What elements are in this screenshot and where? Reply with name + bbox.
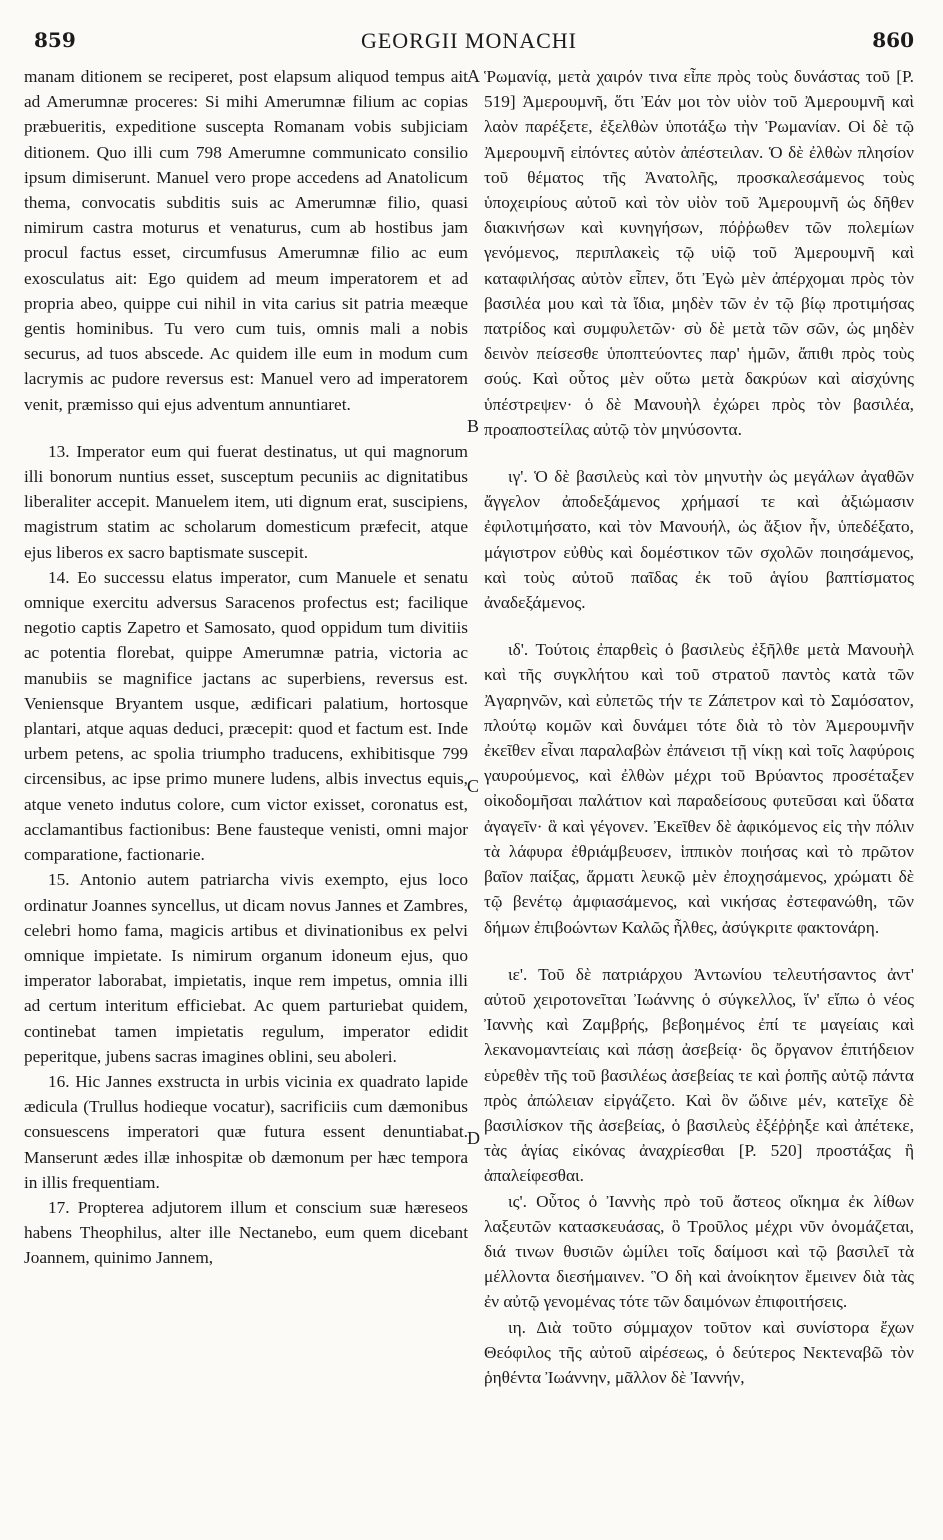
right-page-number: 860 [872, 28, 914, 52]
latin-paragraph: 13. Imperator eum qui fuerat destinatus, ut qui magnorum illi bonorum nuntius esset, susceptum pecuniis ac dignitatibus liberaliter accepit. Manuelem item, uti dignum erat, suscipiens, magistrum statim ac scholarum domesticum præfecit, atque ejus liberos ex sacro baptismate suscepit. [24, 441, 468, 562]
margin-marker-b: B [467, 416, 480, 436]
margin-marker-d: D [467, 1128, 480, 1148]
greek-paragraph: ιδ'. Τούτοις ἐπαρθεὶς ὁ βασιλεὺς ἐξῆλθε μετὰ Μανουὴλ καὶ τῆς συγκλήτου καὶ τοῦ στρατοῦ παντὸς κατὰ τῶν Ἀγαρηνῶν, καὶ εὐπετῶς τήν τε Ζάπετρον καὶ τὸ Σαμόσατον, πλούτῳ κομῶν καὶ δυνάμει τότε διὰ τὸ τὸν Ἀμερουμνῆν ἐκεῖθεν εἶναι παραλαβὼν ἐπάνεισι τῇ νίκῃ καὶ τοῖς λαφύροις γαυρούμενος, καὶ ἐλθὼν μέχρι τοῦ Βρύαντος προσέταξεν οἰκοδομῆσαι παλάτιον καὶ παραδείσους φυτεῦσαι καὶ ὕδατα ἀγαγεῖν· ἃ καὶ γέγονεν. Ἐκεῖθεν δὲ ἀφικόμενος εἰς τὴν πόλιν τὰ λάφυρα ἐθριάμβευσεν, ἱππικὸν ποιήσας καὶ τὸ πρῶτον βαῖον παίξας, ἅρματι λευκῷ μὲν ἐποχησάμενος, χρώματι δὲ τῷ βενέτῳ ἀμφιασάμενος, καὶ νικήσας ἐστεφανώθη, τῶν δήμων ἐπιβοώντων Καλῶς ἦλθες, ἀσύγκριτε φακτονάρη. [484, 640, 914, 937]
left-page-number: 859 [34, 28, 76, 52]
greek-paragraph: ιη. Διὰ τοῦτο σύμμαχον τοῦτον καὶ συνίστορα ἔχων Θεόφιλος τῆς αὐτοῦ αἱρέσεως, ὁ δεύτερος Νεκτεναβῶ τὸν ῥηθέντα Ἰωάννην, μᾶλλον δὲ Ἰαννήν, [484, 1317, 914, 1387]
greek-paragraph: Ῥωμανίᾳ, μετὰ χαιρόν τινα εἶπε πρὸς τοὺς δυνάστας τοῦ [P. 519] Ἀμερουμνῆ, ὅτι Ἐάν μοι τὸν υἱὸν τοῦ Ἀμερουμνῆ καὶ λαὸν παρέξετε, ἐξελθὼν ὑποτάξω τὴν Ῥωμανίαν. Οἱ δὲ τῷ Ἀμερουμνῆ εἰπόντες αὐτὸν ἀπέστειλαν. Ὁ δὲ ἐλθὼν πλησίον τοῦ θέματος τῆς Ἀνατολῆς, προσκαλεσάμενος τοὺς ὑποχειρίους αὐτοῦ καὶ τὸν υἱὸν τοῦ Ἀμερουμνῆ ὡς δῆθεν διακινήσων καὶ κυνηγήσων, πόῤῥωθεν τῶν πολεμίων γενόμενος, περιπλακεὶς τῷ υἱῷ τοῦ Ἀμερουμνῆ καὶ καταφιλήσας αὐτὸν εἶπεν, ὅτι Ἐγὼ μὲν ἀπέρχομαι πρὸς τὸν βασιλέα μου καὶ τὰ ἴδια, μηδὲν τῶν ἐν τῷ βίῳ προτιμήσας πατρίδος καὶ συμφυλετῶν· σὺ δὲ μετὰ τῶν σῶν, ὡς μηδὲν δεινὸν πείσεσθε ὑποπτεύοντες παρ' ἡμῶν, ἄπιθι πρὸς τοὺς σούς. Καὶ οὗτος μὲν οὕτω μετὰ δακρύων καὶ αἰσχύνης ὑπέστρεψεν· ὁ δὲ Μανουὴλ ἐχώρει πρὸς τὸν βασιλέα, προαποστείλας αὐτῷ τὸν μηνύσοντα. [484, 67, 914, 439]
greek-paragraph: ιε'. Τοῦ δὲ πατριάρχου Ἀντωνίου τελευτήσαντος ἀντ' αὐτοῦ χειροτονεῖται Ἰωάννης ὁ σύγκελλος, ἵν' εἴπω ὁ νέος Ἰαννὴς καὶ Ζαμβρής, βεβοημένος ἐπί τε μαγείαις καὶ λεκανομαντείαις καὶ πάσῃ ἀσεβείᾳ· ὃς ὄργανον ἐπιτήδειον εὑρεθὲν τῆς τοῦ βασιλέως ἀσεβείας τε καὶ ῥοπῆς αὐτῷ πάντα πρὸς ἀπώλειαν εἰργάζετο. Καὶ ὃν ὤδινε μέν, κατεῖχε δὲ βασιλίσκον τῆς ἀσεβείας, ὁ βασιλεὺς ἐξέῤῥηξε καὶ ἀπέτεκε, τὰς ἁγίας εἰκόνας ἀναχρίεσθαι [P. 520] προστάξας ἢ ἀπαλείφεσθαι. [484, 964, 914, 1186]
latin-paragraph: 14. Eo successu elatus imperator, cum Manuele et senatu omnique exercitu adversus Saracenos profectus est; facilique negotio captis Zapetro et Samosato, quod oppidum tum divitiis ac potentia florebat, quippe Amerumnæ patria, victoria ac manubiis se magnifice jactans ac superbiens, reversus est. Veniensque Bryantem usque, ædificari palatium, hortosque plantari, atque aquas deduci, præcepit: quod et factum est. Inde urbem petens, ac spolia triumpho traducens, exhibitisque 799 circensibus, ac ipse primo munere ludens, albis invectus equis, atque veneto indutus colore, cum victor exisset, coronatus est, acclamantibus factionibus: Bene fausteque venisti, omni major comparatione, factionarie. [24, 567, 468, 865]
page-header [24, 28, 914, 58]
latin-paragraph: 17. Propterea adjutorem illum et conscium suæ hæreseos habens Theophilus, alter ille Nectanebo, eum quem dicebant Joannem, quinimo Jannem, [24, 1197, 468, 1268]
margin-marker-a: A [467, 66, 480, 86]
greek-column [484, 64, 914, 1390]
latin-column [24, 64, 468, 1271]
latin-paragraph: 16. Hic Jannes exstructa in urbis vicinia ex quadrato lapide ædicula (Trullus hodieque vocatur), sacrificiis cum dæmonibus consuescens imperatori quæ futura essent denuntiabat. Manserunt ædes illæ inhospitæ ob dæmonum per hæc tempora in illis frequentiam. [24, 1071, 468, 1192]
margin-marker-c: C [467, 776, 480, 796]
latin-paragraph: 15. Antonio autem patriarcha vivis exempto, ejus loco ordinatur Joannes syncellus, ut dicam novus Jannes et Zambres, celebri homo fama, magicis artibus et divinationibus ex pelvi omnique impietate. Is nimirum organum idoneum ejus, quo imperator laborabat, impietatis, inque rem impetus, omnia illi ad certum interitum efficiebat. Ac quem parturiebat quidem, continebat tamen impietatis regulum, imperator edidit peperitque, jubens sacras imagines oblini, seu aboleri. [24, 870, 468, 1066]
greek-paragraph: ις'. Οὗτος ὁ Ἰαννὴς πρὸ τοῦ ἄστεος οἴκημα ἐκ λίθων λαξευτῶν κατασκευάσας, ὃ Τροῦλος μέχρι νῦν ὀνομάζεται, διά τινων θυσιῶν ὡμίλει τοῖς δαίμοσι καὶ τῷ βασιλεῖ τὰ μέλλοντα διεσήμαινεν. Ὃ δὴ καὶ ἀνοίκητον ἔμεινεν διὰ τὰς ἐν αὐτῷ γενομένας τότε τῶν δαιμόνων ἐπιφοιτήσεις. [484, 1191, 914, 1312]
greek-paragraph: ιγ'. Ὁ δὲ βασιλεὺς καὶ τὸν μηνυτὴν ὡς μεγάλων ἀγαθῶν ἄγγελον ἀποδεξάμενος χρήμασί τε καὶ ἀξιώμασιν ἐφιλοτιμήσατο, καὶ τὸν Μανουήλ, ὡς ἄξιον ἦν, ὑπεδέξατο, μάγιστρον εὐθὺς καὶ δομέστικον τῶν σχολῶν ποιησάμενος, καὶ τοὺς αὐτοῦ παῖδας ἐκ τοῦ ἁγίου βαπτίσματος ἀναδεξάμενος. [484, 467, 914, 613]
latin-paragraph: manam ditionem se reciperet, post elapsum aliquod tempus ait ad Amerumnæ proceres: Si mihi Amerumnæ filium ac copias præbueritis, expeditione suscepta Romanam vobis subjiciam ditionem. Quo illi cum 798 Amerumne communicato consilio ipsum dimiserunt. Manuel vero prope accedens ad Anatolicum thema, convocatis subditis suis ac Amerumnæ filio, quasi nimirum castra moturus et venaturus, cum ab hostibus jam procul factus esset, circumfusus Amerumnæ filio ac eum exosculatus ait: Ego quidem ad meum imperatorem et ad propria abeo, quippe cui nihil in vita carius sit patria meæque gentis hominibus. Tu vero cum tuis, omnis mali a nobis securus, ad tuos abscede. Ac quidem ille eum in modum cum lacrymis ac pudore reversus est: Manuel vero ad imperatorem venit, præmisso qui ejus adventum annuntiaret. [24, 67, 468, 414]
running-title: GEORGII MONACHI [360, 28, 578, 53]
